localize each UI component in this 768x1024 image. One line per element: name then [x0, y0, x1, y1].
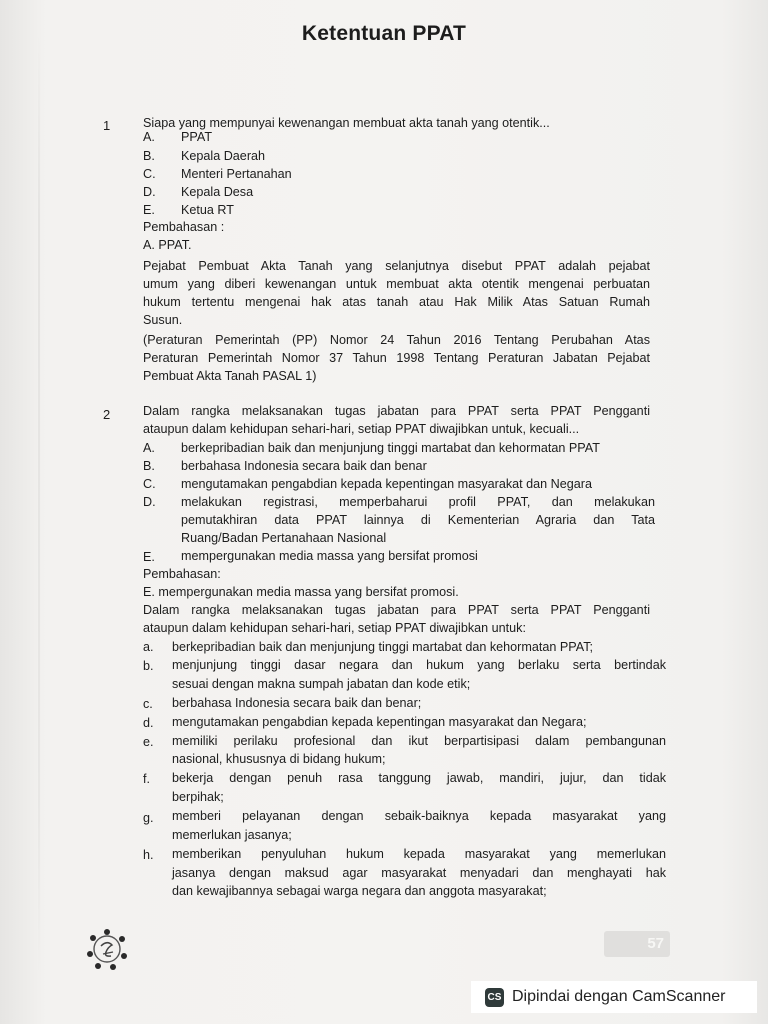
scan-edge-shadow	[38, 30, 40, 980]
list-text: memerlukan jasanya;	[172, 828, 292, 842]
camscanner-logo-icon: CS	[485, 988, 504, 1007]
option-letter: A.	[143, 130, 155, 144]
question-text: Dalam rangka melaksanakan tugas jabatan para PPAT serta PPAT Pengganti	[143, 404, 650, 418]
list-text: berkepribadian baik dan menjunjung tinggi martabat dan kehormatan PPAT;	[172, 640, 593, 654]
list-letter: c.	[143, 697, 153, 711]
list-letter: e.	[143, 735, 154, 749]
question-text: Siapa yang mempunyai kewenangan membuat akta tanah yang otentik...	[143, 116, 550, 130]
page-title: Ketentuan PPAT	[301, 22, 467, 45]
list-text: sesuai dengan makna sumpah jabatan dan kode etik;	[172, 677, 471, 691]
publisher-logo-icon	[84, 926, 130, 972]
list-letter: f.	[143, 772, 150, 786]
question-number: 1	[103, 118, 111, 133]
option-letter: B.	[143, 149, 155, 163]
intro-line: ataupun dalam kehidupan sehari-hari, setiap PPAT diwajibkan untuk:	[143, 621, 526, 635]
explanation-line: hukum tertentu mengenai hak atas tanah atau Hak Milik Atas Satuan Rumah	[143, 295, 650, 309]
option-letter: E.	[143, 203, 155, 217]
reference-line: Pembuat Akta Tanah PASAL 1)	[143, 369, 317, 383]
reference-line: Peraturan Pemerintah Nomor 37 Tahun 1998 Tentang Peraturan Jabatan Pejabat	[143, 351, 650, 365]
option-text: berbahasa Indonesia secara baik dan benar	[181, 459, 427, 473]
option-letter: D.	[143, 185, 156, 199]
option-text: pemutakhiran data PPAT lainnya di Kementerian Agraria dan Tata	[181, 513, 655, 527]
list-text: berbahasa Indonesia secara baik dan benar;	[172, 696, 422, 710]
list-text: memberikan penyuluhan hukum kepada masyarakat yang memerlukan	[172, 847, 666, 861]
option-text: berkepribadian baik dan menjunjung tinggi martabat dan kehormatan PPAT	[181, 441, 600, 455]
question-number: 2	[103, 407, 111, 422]
option-text: melakukan registrasi, memperbaharui profil PPAT, dan melakukan	[181, 495, 655, 509]
list-text: menjunjung tinggi dasar negara dan hukum yang berlaku serta bertindak	[172, 658, 666, 672]
option-letter: D.	[143, 495, 156, 509]
option-text: Kepala Daerah	[181, 149, 266, 163]
list-text: memberi pelayanan dengan sebaik-baiknya kepada masyarakat yang	[172, 809, 666, 823]
list-text: berpihak;	[172, 790, 224, 804]
option-text: Ketua RT	[181, 203, 234, 217]
pembahasan-label: Pembahasan:	[143, 567, 221, 581]
option-text: Ruang/Badan Pertanahaan Nasional	[181, 531, 387, 545]
answer-text: A. PPAT.	[143, 238, 192, 252]
option-letter: C.	[143, 477, 156, 491]
list-text: dan kewajibannya sebagai warga negara dan anggota masyarakat;	[172, 884, 547, 898]
explanation-line: Pejabat Pembuat Akta Tanah yang selanjutnya disebut PPAT adalah pejabat	[143, 259, 650, 273]
question-text: ataupun dalam kehidupan sehari-hari, setiap PPAT diwajibkan untuk, kecuali...	[143, 422, 580, 436]
option-letter: C.	[143, 167, 156, 181]
list-text: mengutamakan pengabdian kepada kepentingan masyarakat dan Negara;	[172, 715, 587, 729]
camscanner-text: Dipindai dengan CamScanner	[512, 988, 726, 1005]
list-text: memiliki perilaku profesional dan ikut berpartisipasi dalam pembangunan	[172, 734, 666, 748]
option-text: Menteri Pertanahan	[181, 167, 292, 181]
list-letter: b.	[143, 659, 154, 673]
explanation-line: Susun.	[143, 313, 183, 327]
pembahasan-label: Pembahasan :	[143, 220, 225, 234]
option-text: mengutamakan pengabdian kepada kepentingan masyarakat dan Negara	[181, 477, 592, 491]
option-letter: A.	[143, 441, 155, 455]
list-letter: h.	[143, 848, 154, 862]
reference-line: (Peraturan Pemerintah (PP) Nomor 24 Tahun 2016 Tentang Perubahan Atas	[143, 333, 650, 347]
option-letter: B.	[143, 459, 155, 473]
option-text: mempergunakan media massa yang bersifat promosi	[181, 549, 478, 563]
option-text: PPAT	[181, 130, 213, 144]
answer-text: E. mempergunakan media massa yang bersifat promosi.	[143, 585, 459, 599]
list-letter: d.	[143, 716, 154, 730]
list-text: nasional, khususnya di bidang hukum;	[172, 752, 386, 766]
explanation-line: umum yang diberi kewenangan untuk membuat akta otentik mengenai perbuatan	[143, 277, 650, 291]
intro-line: Dalam rangka melaksanakan tugas jabatan para PPAT serta PPAT Pengganti	[143, 603, 650, 617]
list-text: bekerja dengan penuh rasa tanggung jawab, mandiri, jujur, dan tidak	[172, 771, 666, 785]
option-letter: E.	[143, 550, 155, 564]
camscanner-watermark	[471, 981, 757, 1013]
list-text: jasanya dengan maksud agar masyarakat menyadari dan menghayati hak	[172, 866, 666, 880]
list-letter: a.	[143, 640, 154, 654]
page-number: 57	[604, 931, 670, 957]
list-letter: g.	[143, 811, 154, 825]
option-text: Kepala Desa	[181, 185, 254, 199]
